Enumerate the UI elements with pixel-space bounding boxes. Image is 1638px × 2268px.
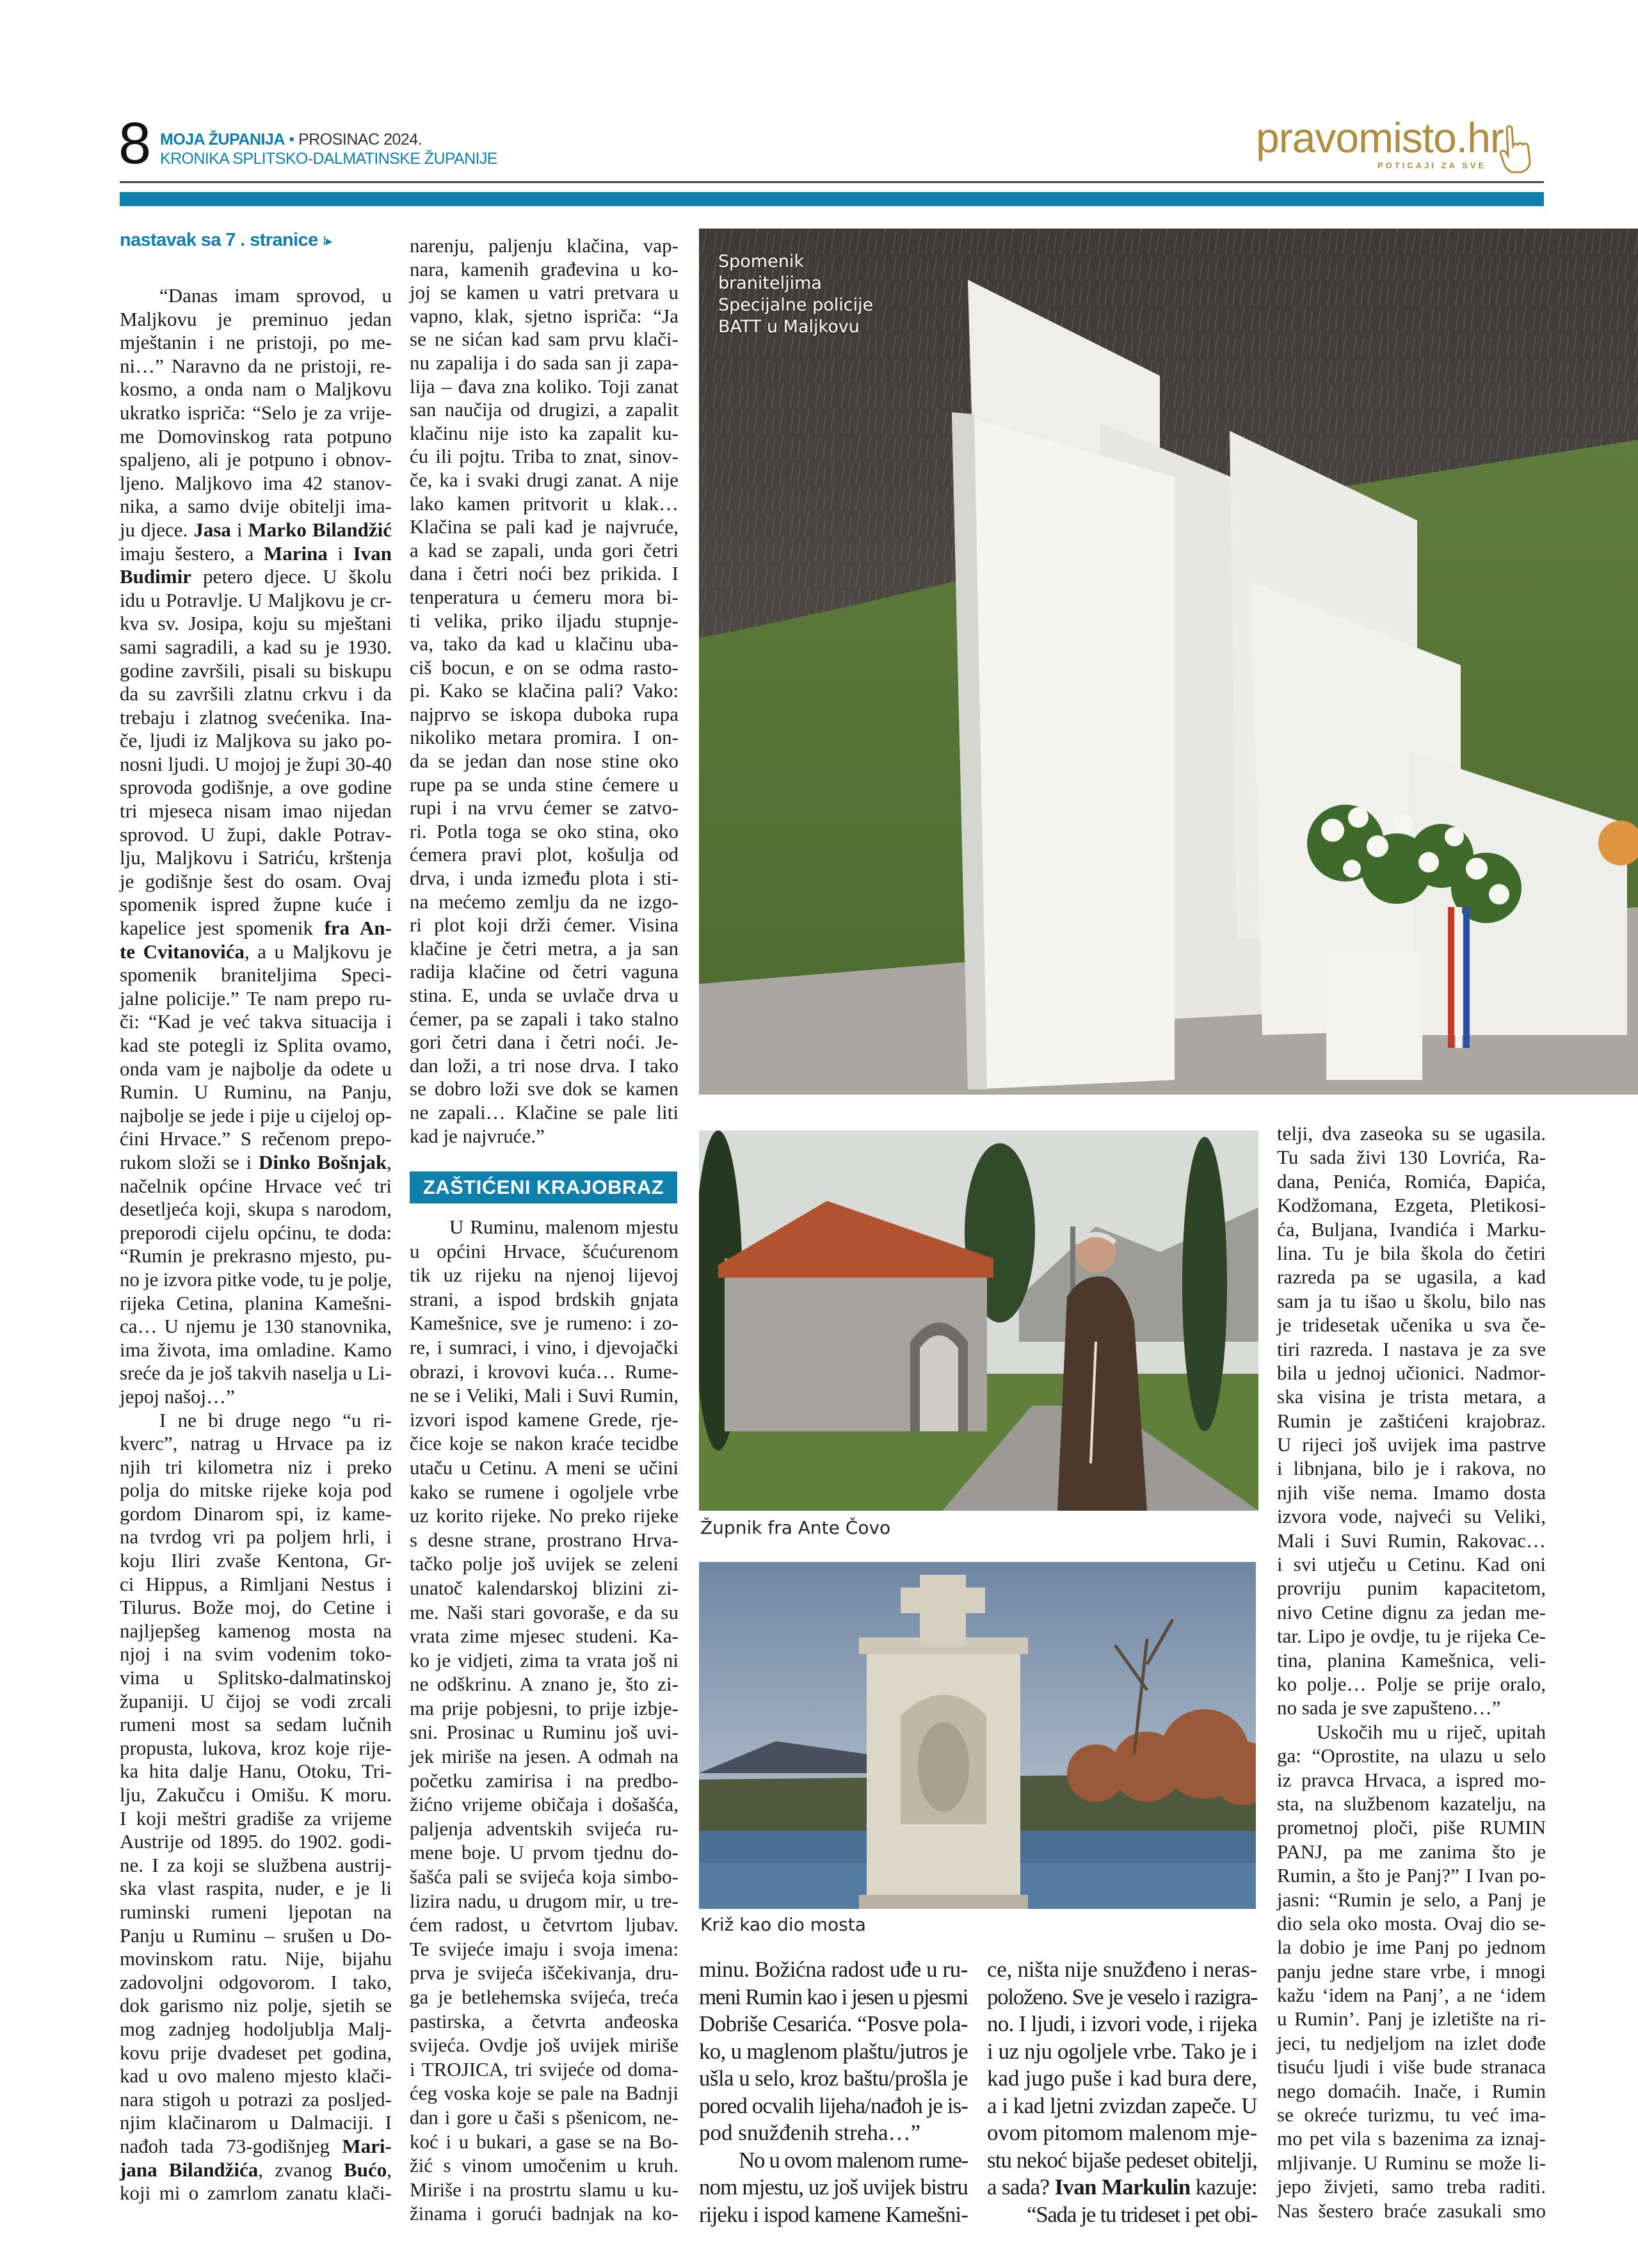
text-line: ti velika, priko iljadu stupnje- <box>410 609 678 632</box>
arrow-icon: ⁞▸ <box>323 234 332 248</box>
text-line: radija klačine od četri vaguna <box>410 960 678 983</box>
text-line: pod snužđenih streha…” <box>699 2120 921 2145</box>
text-line: najbolje se jede i pije u cijeloj op- <box>120 1104 392 1127</box>
text-line: imaju šestero, a Marina i Ivan <box>120 542 392 565</box>
text-line: lju, Zakučcu i Omišu. K moru. <box>120 1783 392 1806</box>
text-line: ne se i Veliki, Mali i Suvi Rumin, <box>410 1384 678 1407</box>
text-line: spomenik braniteljima Speci- <box>120 963 392 986</box>
text-line: nom mjestu, uz još uvijek bistru <box>699 2175 968 2200</box>
text-line: trebaju i zlatnog svećenika. Ina- <box>120 705 392 728</box>
text-line: lju, Maljkovu i Satriću, krštenja <box>120 846 392 869</box>
text-line: mještanin i ne pristoji, po me- <box>120 331 392 354</box>
text-line: rumeni most sa sedam lučnih <box>120 1713 392 1736</box>
text-line: klačinu nije isto ka zapalit ku- <box>410 421 678 444</box>
text-line: pored ocvalih lijeha/nađoh je is- <box>699 2093 968 2118</box>
text-line: sprovoda godišnje, a ove godine <box>120 776 392 799</box>
text-line: no sada je sve zapušteno…” <box>1277 1696 1501 1719</box>
text-line: klačine je četri metra, a ja san <box>410 937 678 960</box>
text-line: onda vam je najbolje da odete u <box>120 1057 392 1080</box>
text-line: ljeno. Maljkovo ima 42 stanov- <box>120 471 392 494</box>
article-column-3 <box>699 1956 968 2228</box>
text-line: Nas šestero braće zasukali smo <box>1277 2199 1546 2222</box>
text-line: kverc”, natrag u Hrvace pa iz <box>120 1432 392 1455</box>
text-line: zadovoljni odgovorom. I tako, <box>120 1970 392 1993</box>
text-line: dana, Penića, Romića, Đapića, <box>1277 1170 1546 1193</box>
text-line: strani, a ispod brdskih gnjata <box>410 1287 678 1310</box>
text-line: idu u Potravlje. U Maljkovu je cr- <box>120 588 392 611</box>
text-line: ce, ništa nije snužđeno i neras- <box>987 1957 1257 1982</box>
text-line: nikoliko metara promira. I on- <box>410 726 678 749</box>
text-line: i uz nju ogoljele vrbe. Tako je i <box>987 2038 1257 2064</box>
issue-date: PROSINAC 2024. <box>298 131 422 149</box>
text-line: ri. Potla toga se oko stina, oko <box>410 819 678 842</box>
text-line: va, tako da kad u klačinu uba- <box>410 632 678 655</box>
header-accent-bar <box>120 192 1544 206</box>
text-line: polja do mitske rijeke koja pod <box>120 1479 392 1502</box>
text-line: žinama i gorući badnjak na ko- <box>410 2202 678 2225</box>
text-line: jeci, tu nedjeljom na izlet dođe <box>1277 2031 1546 2054</box>
text-line: izvora vode, najveći su Veliki, <box>1277 1505 1546 1528</box>
text-line: lizira nadu, u drugom mir, u tre- <box>410 1889 678 1912</box>
text-line: spaljeno, ali je potpuno i obnov- <box>120 448 392 471</box>
text-line: Uskočih mu u riječ, upitah <box>1317 1720 1546 1743</box>
text-line: U Ruminu, malenom mjestu <box>449 1216 678 1238</box>
text-line: prva je svijeća iščekivanja, dru- <box>410 1961 678 1984</box>
text-line: ćemera pravi plot, košulja od <box>410 843 678 866</box>
text-line: bila u jednoj učionici. Nadmor- <box>1277 1361 1546 1384</box>
text-line: Maljkovu je preminuo jedan <box>120 307 392 330</box>
text-line: njoj i na svim vodenim toko- <box>120 1643 392 1666</box>
text-line: vima u Splitsko-dalmatinskoj <box>120 1666 392 1689</box>
text-line: movinskom ratu. Nije, bijahu <box>120 1947 392 1970</box>
logo-text[interactable]: pravomisto.hr <box>1256 114 1504 161</box>
text-line: mog zadnjeg hodoljublja Malj- <box>120 2017 392 2040</box>
text-line: tina, planina Kamešnica, veli- <box>1277 1648 1546 1671</box>
text-line: provriju punim kapacitetom, <box>1277 1577 1546 1600</box>
text-line: me. Naši stari govoraše, e da su <box>410 1600 678 1623</box>
text-line: re, i sumraci, i vino, i djevojački <box>410 1335 678 1358</box>
article-column-5 <box>1277 1122 1546 2223</box>
text-line: tačko polje još uvijek se zeleni <box>410 1552 678 1575</box>
text-line: Tu sada živi 130 Lovrića, Ra- <box>1277 1146 1546 1169</box>
text-line: ćemer, pa se zapali i tako stalno <box>410 1007 678 1030</box>
text-line: je tridesetak učenika u sva če- <box>1277 1314 1546 1337</box>
text-line: dok garismo niz polje, sjetih se <box>120 1994 392 2017</box>
text-line: u Rumin’. Panj je izletište na ri- <box>1277 2007 1546 2031</box>
text-line: se okreće turizmu, tu već ima- <box>1277 2103 1546 2127</box>
text-line: dan i gore u čaši s pšenicom, ne- <box>410 2105 678 2128</box>
text-line: pi. Kako se klačina pali? Vako: <box>410 679 678 702</box>
text-line: Te svijeće imaju i svoja imena: <box>410 1937 678 1960</box>
text-line: a sada? Ivan Markulin kazuje: <box>987 2175 1258 2200</box>
text-line: kva sv. Josipa, koju su mještani <box>120 612 392 635</box>
text-line: če, ka i svaki drugi zanat. A nije <box>410 468 678 491</box>
text-line: iz pravca Hrvaca, a ispred mo- <box>1277 1768 1546 1791</box>
text-line: ćini Hrvace.” S rečenom prepo- <box>120 1127 392 1150</box>
text-line: se dobro loži sve dok se kamen <box>410 1077 678 1100</box>
text-line: položeno. Sve je veselo i razigra- <box>987 1984 1258 2009</box>
text-line: ovom pitomom malenom mje- <box>987 2120 1257 2145</box>
monument-photo <box>699 229 1638 1095</box>
article-column-4 <box>987 1956 1257 2228</box>
text-line: kad ste potegli iz Splita ovamo, <box>120 1034 392 1056</box>
text-line: I ne bi druge nego “u ri- <box>159 1408 392 1431</box>
text-line: jepoj našoj…” <box>120 1385 235 1408</box>
text-line: ni…” Naravno da ne pristoji, re- <box>120 354 392 377</box>
text-line: ga je betlehemska svijeća, treća <box>410 1986 678 2008</box>
text-line: kapelice jest spomenik fra An- <box>120 917 392 940</box>
text-line: lina. Tu je bila škola do četiri <box>1277 1241 1546 1264</box>
text-line: minu. Božićna radost uđe u ru- <box>699 1957 968 1982</box>
text-line: ne zapali… Klačine se pale liti <box>410 1100 678 1123</box>
article-column-1 <box>120 284 392 2205</box>
caption-line: BATT u Maljkovu <box>718 317 860 337</box>
text-line: I koji meštri gradiše za vrijeme <box>120 1806 392 1830</box>
text-line: Kodžomana, Ezgeta, Pletikosi- <box>1277 1194 1546 1217</box>
text-line: ruminski rumeni ljepotan na <box>120 1900 392 1923</box>
text-line: Miriše i na prostrtu slamu u ku- <box>410 2178 678 2201</box>
text-line: prometnoj ploči, piše RUMIN <box>1277 1816 1546 1839</box>
text-line: ušla u selo, kroz baštu/prošla je <box>699 2066 968 2091</box>
text-line: vapno, klak, sjetno ispriča: “Ja <box>410 304 678 327</box>
text-line: tri mjeseca nisam imao nijedan <box>120 800 392 823</box>
text-line: desetljeća koji, skupa s narodom, <box>120 1198 392 1221</box>
text-line: čice koje se nakon kraće tecidbe <box>410 1432 678 1455</box>
text-line: dan loži, a tri nose drva. I tako <box>410 1054 678 1077</box>
text-line: u općini Hrvace, šćućurenom <box>410 1239 678 1262</box>
text-line: najljepšeg kamenog mosta na <box>120 1619 392 1642</box>
text-line: ukratko ispriča: “Selo je za vrije- <box>120 401 392 424</box>
text-line: ma prije pobjesni, to prije izbje- <box>410 1696 678 1719</box>
text-line: spomenik ispred župne kuće i <box>120 893 392 916</box>
text-line: svijeća. Ovdje još uvijek miriše <box>410 2034 678 2057</box>
text-line: ću ili pojtu. Triba to znat, sinov- <box>410 445 678 468</box>
text-line: sreće da je još takvih naselja u Li- <box>120 1362 392 1385</box>
priest-photo-caption: Župnik fra Ante Čovo <box>700 1517 891 1538</box>
text-line: me Domovinskog rata potpuno <box>120 424 392 447</box>
text-line: utaču u Cetinu. A meni se učini <box>410 1456 678 1479</box>
text-line: narenju, paljenju klačina, vap- <box>410 234 678 257</box>
header-rule <box>120 181 1544 183</box>
text-line: dio sela oko mosta. Ovaj dio se- <box>1277 1911 1546 1934</box>
text-line: i TROJICA, tri svijeće od doma- <box>410 2057 678 2080</box>
text-line: nađoh tada 73-godišnjeg Mari- <box>120 2134 392 2157</box>
text-line: vrata zime mjesec studeni. Ka- <box>410 1625 678 1648</box>
priest-photo <box>699 1130 1258 1511</box>
text-line: ri plot koji drži ćemer. Visina <box>410 913 678 937</box>
text-line: razreda pa se ugasila, a kad <box>1277 1266 1546 1289</box>
text-line: ciš bocun, e on se odma rasto- <box>410 655 678 679</box>
text-line: “Rumin je prekrasno mjesto, pu- <box>120 1244 392 1267</box>
cross-photo-caption: Križ kao dio mosta <box>700 1914 866 1935</box>
text-line: obrazi, i krovovi kuća… Rume- <box>410 1360 678 1383</box>
subheading: ZAŠTIĆENI KRAJOBRAZ <box>410 1171 677 1203</box>
text-line: nara stigoh u potrazi za posljed- <box>120 2087 392 2111</box>
text-line: rupe pa se unda stine ćemere u <box>410 773 678 796</box>
text-line: načelnik općine Hrvace već tri <box>120 1174 392 1197</box>
text-line: koć i u bukari, a gase se na Bo- <box>410 2130 678 2153</box>
cross-bridge-photo <box>699 1562 1256 1909</box>
text-line: Kamešnice, sve je rumeno: i zo- <box>410 1312 678 1335</box>
text-line: njih tri kilometra niz i preko <box>120 1455 392 1478</box>
text-line: drva, i unda između plota i sti- <box>410 867 678 890</box>
text-line: paljenja adventskih svijeća ru- <box>410 1817 678 1840</box>
caption-line: Specijalne policije <box>718 295 874 315</box>
text-line: dana i četri noći bez prikida. I <box>410 562 678 585</box>
text-line: ko polje… Polje se prije oralo, <box>1277 1672 1546 1695</box>
text-line: se ne sićan kad sam prvu klači- <box>410 328 678 351</box>
text-line: nara, kamenih građevina u ko- <box>410 257 678 280</box>
text-line: nosni ljudi. U mojoj je župi 30-40 <box>120 752 392 775</box>
text-line: Rumin. U Ruminu, na Panju, <box>120 1081 392 1104</box>
text-line: ima života, ima omladine. Kamo <box>120 1338 392 1361</box>
text-line: kad jugo puše i kad bura dere, <box>987 2066 1257 2091</box>
text-line: telji, dva zaseoka su se ugasila. <box>1277 1122 1546 1145</box>
text-line: žićno vrijeme običaja i došašća, <box>410 1793 678 1816</box>
text-line: na mećemo zemlju da ne izgo- <box>410 890 678 913</box>
text-line: tiri razreda. I nastava je za sve <box>1277 1337 1546 1360</box>
text-line: preporodi cijelu općinu, te doda: <box>120 1221 392 1244</box>
text-line: izvori ispod kamene Grede, rje- <box>410 1408 678 1431</box>
text-line: kad je najvruće.” <box>410 1124 545 1147</box>
text-line: žić s vinom umočenim u kruh. <box>410 2154 678 2177</box>
caption-line: braniteljima <box>718 273 822 293</box>
text-line: i svi utječu u Cetinu. Kad oni <box>1277 1553 1546 1576</box>
text-line: jalne policije.” Te nam prepo ru- <box>120 986 392 1009</box>
text-line: s desne strane, prostrano Hrva- <box>410 1528 678 1551</box>
text-line: koju Iliri zvaše Kentona, Gr- <box>120 1549 392 1572</box>
text-line: Budimir petero djece. U školu <box>120 565 392 588</box>
text-line: da se jedan dan nose stine oko <box>410 750 678 773</box>
text-line: nu zapalija i do sada san ji zapa- <box>410 351 678 374</box>
text-line: a kad se zapali, unda gori četri <box>410 538 678 561</box>
text-line: tik uz rijeku na njenoj lijevoj <box>410 1264 678 1287</box>
text-line: jepo živjeti, samo treba raditi. <box>1277 2175 1546 2198</box>
text-line: U rijeci još uvijek ima pastrve <box>1277 1433 1546 1456</box>
article-column-2-top <box>410 234 678 1148</box>
text-line: županiji. U čijoj se vodi zrcali <box>120 1689 392 1712</box>
section-title <box>160 131 422 149</box>
text-line: Austrije od 1895. do 1902. godi- <box>120 1830 392 1853</box>
text-line: šašća pali se svijeća koja simbo- <box>410 1865 678 1888</box>
text-line: rijeku i ispod kamene Kamešni- <box>699 2201 968 2227</box>
text-line: kažu ‘idem na Panj’, a ne ‘idem <box>1277 1984 1546 2007</box>
text-line: mljivanje. U Ruminu se može li- <box>1277 2151 1546 2174</box>
text-line: kad u ovo maleno mjesto klači- <box>120 2064 392 2087</box>
text-line: ju djece. Jasa i Marko Bilandžić <box>120 518 392 541</box>
text-line: PANJ, pa me zanima što je <box>1277 1840 1546 1863</box>
text-line: Klačina se pali kad je najvruće, <box>410 515 678 538</box>
text-line: Rumin je zaštićeni krajobraz. <box>1277 1409 1546 1432</box>
text-line: njim klačinarom u Dalmaciji. I <box>120 2111 392 2134</box>
section-subtitle: KRONIKA SPLITSKO-DALMATINSKE ŽUPANIJE <box>160 150 497 168</box>
text-line: gordom Dinarom spi, iz kame- <box>120 1502 392 1525</box>
text-line: tisuću ljudi i više bude stranaca <box>1277 2055 1546 2079</box>
section-name: MOJA ŽUPANIJA <box>160 131 285 149</box>
text-line: njih više nema. Imamo dosta <box>1277 1481 1546 1504</box>
text-line: no je izvora pitke vode, tu je polje, <box>120 1267 392 1291</box>
text-line: la dobio je ime Panj po jednom <box>1277 1936 1546 1959</box>
text-line: tar. Lipo je ovdje, tu je rijeka Ce- <box>1277 1625 1546 1648</box>
text-line: panju jedne stare vrbe, i mnogi <box>1277 1959 1546 1982</box>
text-line: gori četri dana i četri noći. Je- <box>410 1031 678 1054</box>
text-line: sam ja tu išao u školu, bilo nas <box>1277 1289 1546 1312</box>
text-line: ne. I za koji se službena austrij- <box>120 1853 392 1876</box>
text-line: jek miriše na jesen. A odmah na <box>410 1745 678 1768</box>
text-line: kako se rumene i ogoljele vrbe <box>410 1480 678 1503</box>
text-line: sta, na službenom kazatelju, na <box>1277 1792 1546 1815</box>
text-line: lija – đava zna koliko. Toji zanat <box>410 374 678 398</box>
text-line: da su završili zlatnu crkvu i da <box>120 682 392 705</box>
text-line: no. I ljudi, i izvori vode, i rijeka <box>987 2011 1257 2036</box>
text-line: i libnjana, bilo je i rakova, no <box>1277 1457 1546 1480</box>
text-line: “Danas imam sprovod, u <box>159 284 392 307</box>
text-line: jasni: “Rumin je selo, a Panj je <box>1277 1888 1546 1911</box>
text-line: mene boje. U prvom tjednu do- <box>410 1841 678 1864</box>
text-line: ska visina je trista metara, a <box>1277 1385 1546 1408</box>
text-line: ci Hippus, a Rimljani Nestus i <box>120 1572 392 1595</box>
text-line: tenperatura u ćemeru mora bi- <box>410 585 678 608</box>
page-number: 8 <box>118 111 152 176</box>
text-line: Panju u Ruminu – srušen u Do- <box>120 1924 392 1947</box>
text-line: joj se kamen u vatri pretvara u <box>410 281 678 304</box>
text-line: sami sagradili, a kad su je 1930. <box>120 635 392 658</box>
text-line: ko, u maglenom plaštu/jutros je <box>699 2038 968 2064</box>
logo-tagline: POTICAJI ZA SVE <box>1377 161 1487 170</box>
text-line: rijeka Cetina, planina Kamešni- <box>120 1291 392 1314</box>
caption-line: Spomenik <box>718 252 804 271</box>
text-line: ko je vidjeti, zima ta vrata još ni <box>410 1648 678 1671</box>
bullet: • <box>289 131 294 149</box>
continued-from-text: nastavak sa 7 . stranice <box>120 230 318 250</box>
text-line: Dobriše Cesarića. “Posve pola- <box>699 2011 968 2036</box>
monument-photo-caption <box>718 251 873 338</box>
text-line: ca… U njemu je 130 stanovnika, <box>120 1315 392 1338</box>
text-line: na tvrdog vri pa poljem hrli, i <box>120 1525 392 1548</box>
text-line: ćeg voska koje se pale na Badnji <box>410 2082 678 2105</box>
text-line: pastirska, a četvrta anđeoska <box>410 2009 678 2032</box>
text-line: propusta, lukova, kroz koje rije- <box>120 1736 392 1759</box>
text-line: jana Bilandžića, zvanog Bućo, <box>120 2158 392 2181</box>
text-line: Mali i Suvi Rumin, Rakovac… <box>1277 1529 1546 1552</box>
text-line: ska vlast raspita, nuder, e je li <box>120 1877 392 1900</box>
text-line: rupi i na vrvu ćemer se zatvo- <box>410 796 678 819</box>
text-line: nika, a samo dvije obitelji ima- <box>120 495 392 518</box>
article-column-2-bottom <box>410 1215 678 2226</box>
continued-from-label <box>120 229 332 252</box>
text-line: koji mi o zamrlom zanatu klači- <box>120 2182 392 2205</box>
text-line: rukom složi se i Dinko Bošnjak, <box>120 1150 392 1173</box>
text-line: unatoč kalendarskoj blizini zi- <box>410 1576 678 1599</box>
text-line: Rumin, a što je Panj?” I Ivan po- <box>1277 1864 1546 1887</box>
text-line: nivo Cetine dignu za jedan me- <box>1277 1600 1546 1623</box>
text-line: če, ljudi iz Maljkova su jako po- <box>120 729 392 752</box>
text-line: ka hita dalje Hanu, Otoku, Tri- <box>120 1760 392 1783</box>
text-line: sprovod. U župi, dakle Potrav- <box>120 823 392 846</box>
text-line: je godišnje šest do osam. Ovaj <box>120 869 392 892</box>
text-line: mo pet vila s bazenima za iznaj- <box>1277 2127 1546 2150</box>
text-line: te Cvitanovića, a u Maljkovu je <box>120 940 392 963</box>
text-line: nego domaćih. Inače, i Rumin <box>1277 2079 1546 2102</box>
text-line: ćem radost, u četvrtom ljubav. <box>410 1913 678 1936</box>
text-line: No u ovom malenom rume- <box>739 2147 968 2173</box>
text-line: ga: “Oprostite, na ulazu u selo <box>1277 1744 1546 1767</box>
text-line: sni. Prosinac u Ruminu još uvi- <box>410 1721 678 1744</box>
text-line: ća, Buljana, Ivandića i Marku- <box>1277 1218 1546 1241</box>
text-line: ne odškrinu. A znano je, što zi- <box>410 1673 678 1696</box>
text-line: Tilurus. Bože moj, do Cetine i <box>120 1596 392 1619</box>
text-line: uz korito rijeke. No preko rijeke <box>410 1504 678 1527</box>
text-line: meni Rumin kao i jesen u pjesmi <box>699 1984 968 2009</box>
text-line: a i kad ljetni zvizdan zapeče. U <box>987 2093 1257 2118</box>
text-line: godine završili, pisali su biskupu <box>120 659 392 682</box>
text-line: san naučija od drugizi, a zapalit <box>410 398 678 421</box>
pointing-hand-icon <box>1498 123 1536 174</box>
text-line: lako kamen pritvorit u klak… <box>410 492 678 515</box>
text-line: či: “Kad je već takva situacija i <box>120 1010 392 1033</box>
text-line: početku zamirisa i na predbo- <box>410 1769 678 1792</box>
text-line: kosmo, a onda nam o Maljkovu <box>120 378 392 401</box>
text-line: “Sada je tu trideset i pet obi- <box>1027 2201 1257 2227</box>
text-line: kovu prije dvadeset pet godina, <box>120 2041 392 2064</box>
text-line: najprvo se iskopa duboka rupa <box>410 702 678 725</box>
text-line: stu nekoć bijaše pedeset obitelji, <box>987 2147 1258 2173</box>
text-line: stina. E, unda se uvlače drva u <box>410 984 678 1006</box>
